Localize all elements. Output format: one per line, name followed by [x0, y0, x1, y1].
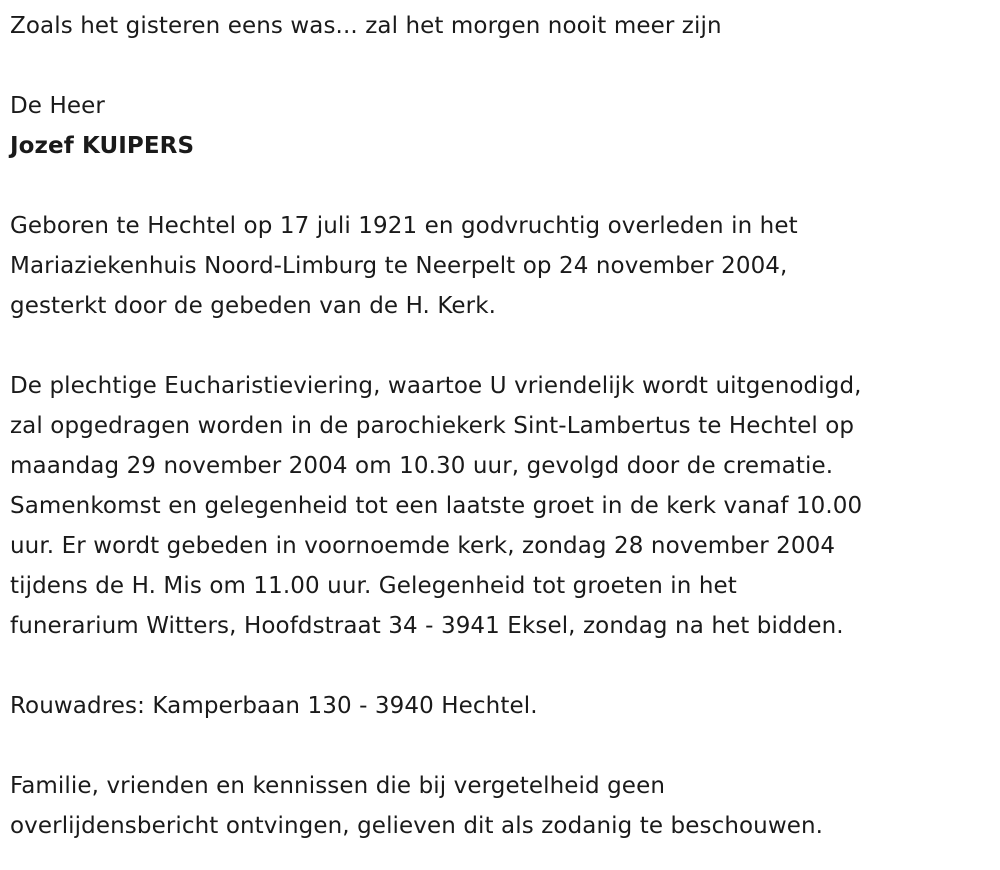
birth-paragraph	[10, 206, 995, 326]
paragraph-line: De plechtige Eucharistieviering, waartoe U vriendelijk wordt uitgenodigd,	[10, 373, 862, 399]
deceased-name: Jozef KUIPERS	[10, 133, 195, 159]
paragraph-line: zal opgedragen worden in de parochiekerk Sint-Lambertus te Hechtel op	[10, 413, 855, 439]
paragraph-line: Geboren te Hechtel op 17 juli 1921 en godvruchtig overleden in het	[10, 213, 798, 239]
paragraph-line: funerarium Witters, Hoofdstraat 34 - 3941 Eksel, zondag na het bidden.	[10, 613, 844, 639]
spacer	[10, 326, 995, 366]
notice-paragraph	[10, 766, 995, 846]
paragraph-line: tijdens de H. Mis om 11.00 uur. Gelegenheid tot groeten in het	[10, 573, 737, 599]
salutation: De Heer	[10, 93, 105, 119]
spacer	[10, 46, 995, 86]
spacer	[10, 726, 995, 766]
obituary-notice	[10, 6, 995, 846]
spacer	[10, 646, 995, 686]
paragraph-line: overlijdensbericht ontvingen, gelieven dit als zodanig te beschouwen.	[10, 813, 824, 839]
paragraph-line: Mariaziekenhuis Noord-Limburg te Neerpelt op 24 november 2004,	[10, 253, 788, 279]
paragraph-line: maandag 29 november 2004 om 10.30 uur, gevolgd door de crematie.	[10, 453, 834, 479]
mourning-address: Rouwadres: Kamperbaan 130 - 3940 Hechtel.	[10, 693, 538, 719]
motto: Zoals het gisteren eens was... zal het morgen nooit meer zijn	[10, 13, 722, 39]
paragraph-line: Familie, vrienden en kennissen die bij vergetelheid geen	[10, 773, 665, 799]
spacer	[10, 166, 995, 206]
paragraph-line: Samenkomst en gelegenheid tot een laatste groet in de kerk vanaf 10.00	[10, 493, 863, 519]
paragraph-line: gesterkt door de gebeden van de H. Kerk.	[10, 293, 497, 319]
ceremony-paragraph	[10, 366, 995, 646]
paragraph-line: uur. Er wordt gebeden in voornoemde kerk, zondag 28 november 2004	[10, 533, 836, 559]
